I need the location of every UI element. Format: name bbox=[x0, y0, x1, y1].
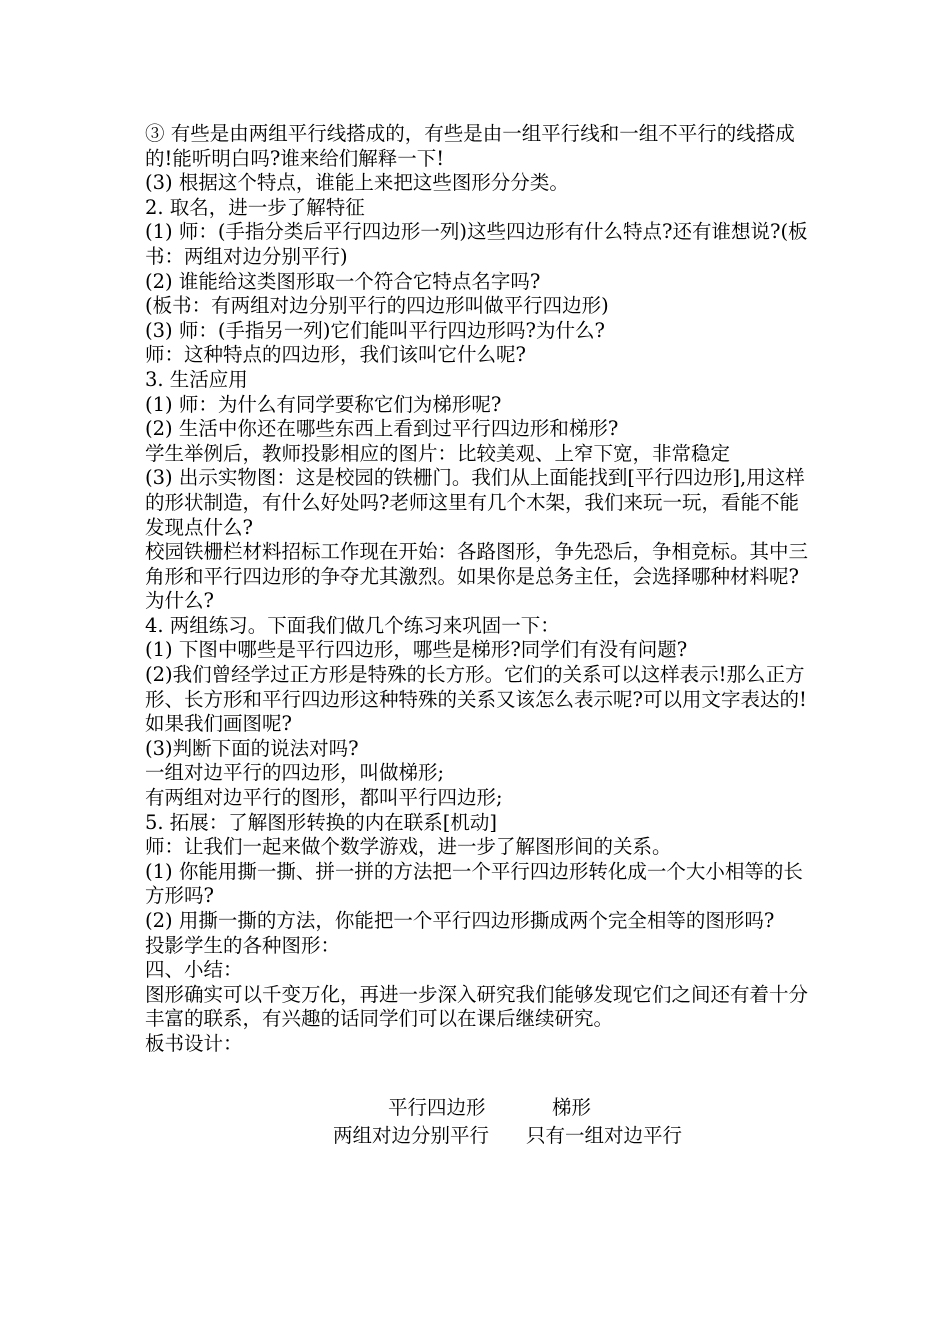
section-heading: 四、小结： bbox=[145, 958, 243, 982]
paragraph: 校园铁栅栏材料招标工作现在开始：各路图形，争先恐后，争相竞标。其中三角形和平行四边形的争夺尤其激烈。如果你是总务主任，会选择哪种材料呢?为什么? bbox=[145, 540, 809, 613]
board-design bbox=[0, 1095, 950, 1151]
paragraph: (3) 出示实物图：这是校园的铁栅门。我们从上面能找到[平行四边形],用这样的形状制造，有什么好处吗?老师这里有几个木架，我们来玩一玩，看能不能发现点什么? bbox=[145, 466, 805, 539]
paragraph: 有两组对边平行的图形，都叫平行四边形; bbox=[145, 786, 503, 810]
paragraph: (3) 根据这个特点，谁能上来把这些图形分分类。 bbox=[145, 171, 569, 195]
board-text-row bbox=[0, 1123, 950, 1151]
paragraph: (3)判断下面的说法对吗? bbox=[145, 736, 359, 760]
paragraph: ③ 有些是由两组平行线搭成的，有些是由一组平行线和一组不平行的线搭成的!能听明白吗?谁来给们解释一下! bbox=[145, 122, 795, 170]
board-trapezoid-title: 梯形 bbox=[552, 1096, 592, 1119]
paragraph: 投影学生的各种图形： bbox=[145, 933, 341, 957]
paragraph: 师：让我们一起来做个数学游戏，进一步了解图形间的关系。 bbox=[145, 835, 672, 859]
board-trapezoid-text: 只有一组对边平行 bbox=[526, 1124, 683, 1147]
document-body bbox=[145, 122, 815, 1057]
paragraph: 一组对边平行的四边形，叫做梯形; bbox=[145, 761, 445, 785]
paragraph: (2) 用撕一撕的方法，你能把一个平行四边形撕成两个完全相等的图形吗? bbox=[145, 909, 775, 932]
section-heading: 5. 拓展：了解图形转换的内在联系[机动] bbox=[145, 810, 498, 834]
section-heading: 3. 生活应用 bbox=[145, 367, 248, 391]
section-heading: 4. 两组练习。下面我们做几个练习来巩固一下： bbox=[145, 613, 560, 637]
paragraph: (2) 生活中你还在哪些东西上看到过平行四边形和梯形? bbox=[145, 417, 619, 441]
paragraph: (1) 下图中哪些是平行四边形，哪些是梯形?同学们有没有问题? bbox=[145, 638, 688, 662]
paragraph: 学生举例后，教师投影相应的图片：比较美观、上窄下宽，非常稳定 bbox=[145, 441, 731, 465]
paragraph: 板书设计： bbox=[145, 1031, 243, 1055]
paragraph: (1) 师：为什么有同学要称它们为梯形呢? bbox=[145, 392, 502, 416]
paragraph: (1) 你能用撕一撕、拼一拼的方法把一个平行四边形转化成一个大小相等的长方形吗? bbox=[145, 859, 803, 908]
board-parallelogram-title: 平行四边形 bbox=[388, 1096, 486, 1119]
paragraph: (3) 师：(手指另一列)它们能叫平行四边形吗?为什么? bbox=[145, 318, 605, 342]
board-title-row bbox=[0, 1095, 950, 1123]
board-parallelogram-text: 两组对边分别平行 bbox=[333, 1124, 490, 1147]
section-heading: 2. 取名，进一步了解特征 bbox=[145, 195, 365, 219]
paragraph: (2) 谁能给这类图形取一个符合它特点名字吗? bbox=[145, 269, 541, 293]
paragraph: (板书：有两组对边分别平行的四边形叫做平行四边形) bbox=[145, 294, 609, 318]
paragraph: 师：这种特点的四边形，我们该叫它什么呢? bbox=[145, 343, 526, 367]
paragraph: (2)我们曾经学过正方形是特殊的长方形。它们的关系可以这样表示!那么正方形、长方形和平行四边形这种特殊的关系又该怎么表示呢?可以用文字表达的!如果我们画图呢? bbox=[145, 663, 807, 736]
paragraph: 图形确实可以千变万化，再进一步深入研究我们能够发现它们之间还有着十分丰富的联系，有兴趣的话同学们可以在课后继续研究。 bbox=[145, 982, 809, 1031]
paragraph: (1) 师：(手指分类后平行四边形一列)这些四边形有什么特点?还有谁想说?(板书：两组对边分别平行) bbox=[145, 220, 808, 268]
